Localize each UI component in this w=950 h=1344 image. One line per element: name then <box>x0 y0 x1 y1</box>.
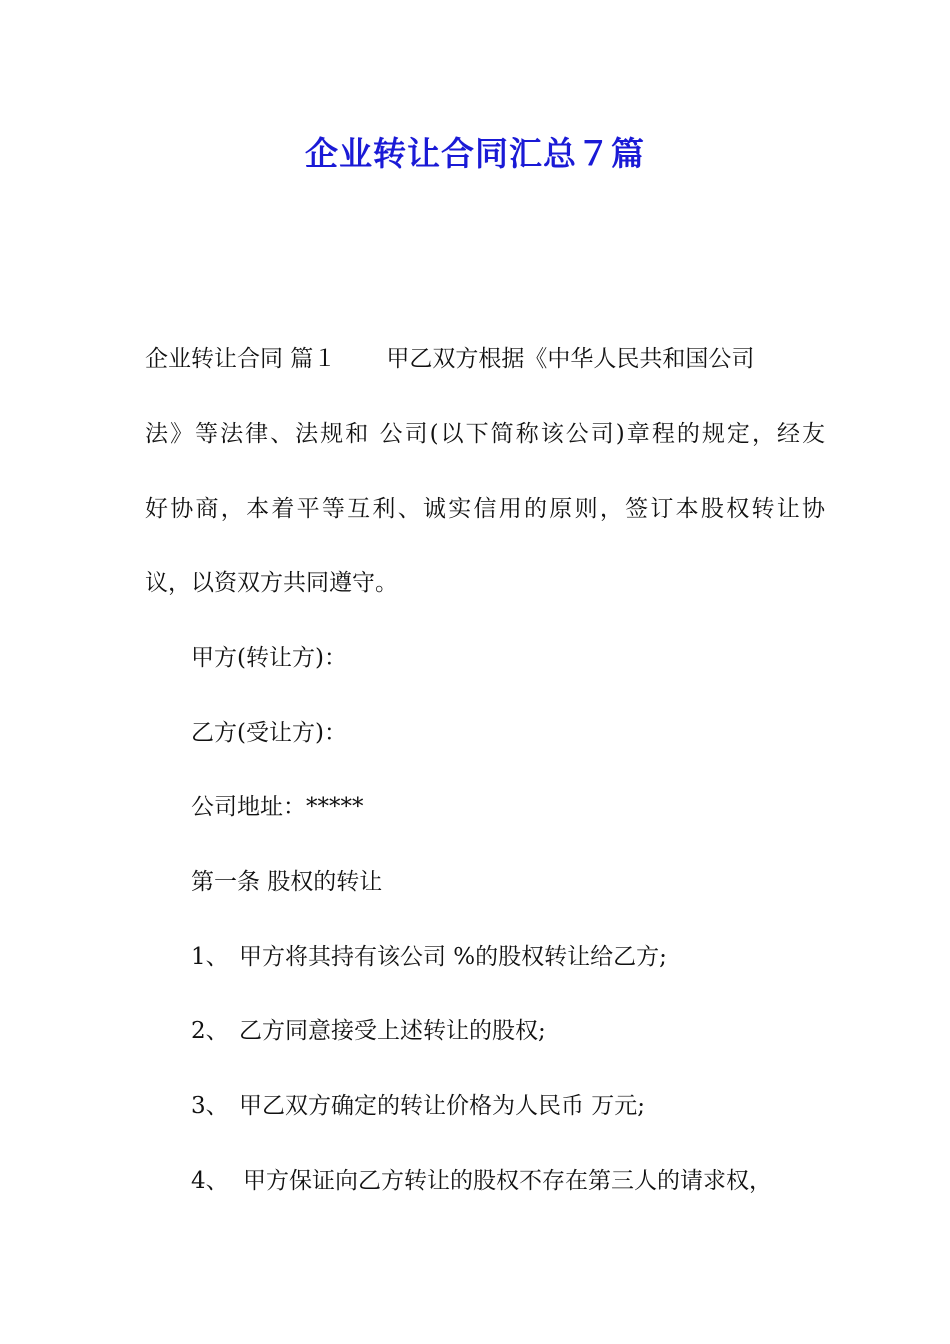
paragraph-line-3: 好协商，本着平等互利、诚实信用的原则，签订本股权转让协 <box>145 496 825 522</box>
list-item <box>191 1016 871 1046</box>
list-item-number: 1、 <box>191 944 229 970</box>
paragraph-line-4: 议，以资双方共同遵守。 <box>145 570 398 596</box>
paragraph-line-1 <box>145 344 825 374</box>
party-a-label: 甲方(转让方)： <box>191 645 347 671</box>
article-1-heading: 第一条 股权的转让 <box>191 869 383 895</box>
paragraph-text: 甲乙双方根据《中华人民共和国公司 <box>386 346 755 372</box>
list-item-number: 3、 <box>191 1093 229 1119</box>
document-title: 企业转让合同汇总７篇 <box>305 134 645 173</box>
list-item-text: 甲方保证向乙方转让的股权不存在第三人的请求权， <box>243 1168 772 1194</box>
list-item <box>191 1166 871 1196</box>
paragraph-line-2: 法》等法律、法规和 公司(以下简称该公司)章程的规定，经友 <box>145 421 825 447</box>
list-item-text: 甲方将其持有该公司 %的股权转让给乙方; <box>239 944 667 970</box>
list-item <box>191 1091 871 1121</box>
list-item-text: 乙方同意接受上述转让的股权; <box>239 1018 546 1044</box>
section-heading-inline: 企业转让合同 篇１ <box>145 346 337 372</box>
list-item-number: 2、 <box>191 1018 229 1044</box>
list-item-text: 甲乙双方确定的转让价格为人民币 万元; <box>239 1093 646 1119</box>
party-b-label: 乙方(受让方)： <box>191 720 347 746</box>
list-item-number: 4、 <box>191 1168 229 1194</box>
company-address-label: 公司地址：***** <box>191 794 364 820</box>
list-item <box>191 942 871 972</box>
